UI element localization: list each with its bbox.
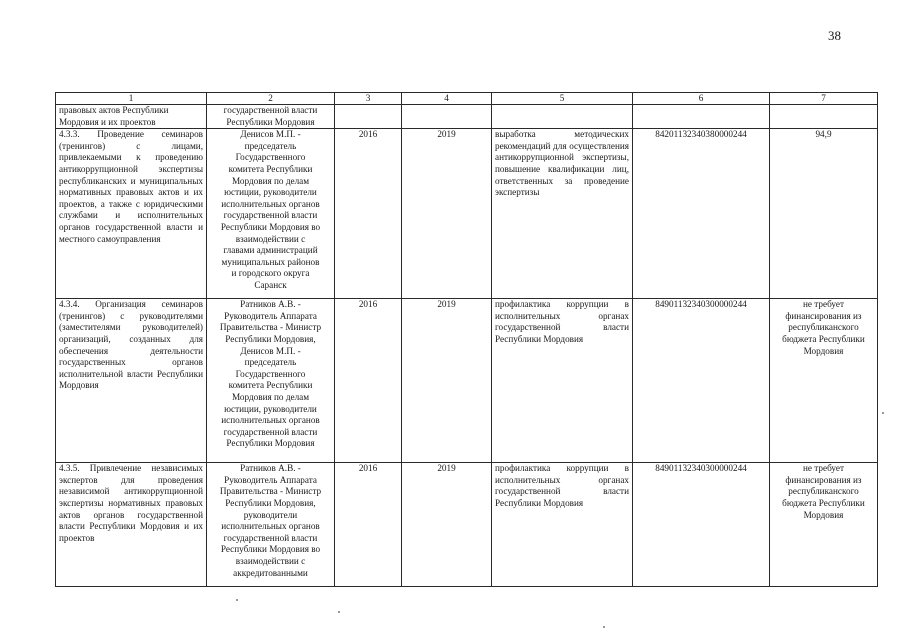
budget-code: 84901132340300000244 [633, 463, 770, 587]
end-year: 2019 [402, 463, 492, 587]
column-header-3: 3 [335, 93, 402, 105]
table-row [56, 105, 878, 129]
measure-name: 4.3.4. Организация семинаров (тренингов) с руководителями (заместителями руководителей) организаций, созданных для обеспечения деятельности государственных органов исполнительной власти Республики Мордовия [56, 299, 207, 463]
expected-result [492, 105, 633, 129]
scan-speck [338, 611, 340, 613]
start-year: 2016 [335, 299, 402, 463]
responsible: государственной власти Республики Мордовия [207, 105, 335, 129]
scan-speck [236, 599, 238, 601]
budget-code [633, 105, 770, 129]
funding: не требует финансирования из республиканского бюджета Республики Мордовия [770, 463, 878, 587]
column-header-1: 1 [56, 93, 207, 105]
expected-result: выработка методических рекомендаций для осуществления антикоррупционной экспертизы, повышение квалификации лиц, ответственных за проведение экспертизы [492, 129, 633, 299]
responsible: Ратников А.В. - Руководитель Аппарата Правительства - Министр Республики Мордовия, Денисов М.П. - председатель Государственного комитета Республики Мордовия по делам юстиции, руководители исполнительных органов государственной власти Республики Мордовия [207, 299, 335, 463]
budget-code: 84201132340380000244 [633, 129, 770, 299]
measures-table [55, 92, 878, 587]
scan-speck [603, 626, 605, 628]
start-year: 2016 [335, 129, 402, 299]
expected-result: профилактика коррупции в исполнительных органах государственной власти Республики Мордовия [492, 463, 633, 587]
header-row [56, 93, 878, 105]
column-header-2: 2 [207, 93, 335, 105]
responsible: Ратников А.В. - Руководитель Аппарата Правительства - Министр Республики Мордовия, руководители исполнительных органов государственной власти Республики Мордовия во взаимодействии с аккредитованными [207, 463, 335, 587]
end-year [402, 105, 492, 129]
column-header-7: 7 [770, 93, 878, 105]
funding: 94,9 [770, 129, 878, 299]
responsible: Денисов М.П. - председатель Государственного комитета Республики Мордовия по делам юстиции, руководители исполнительных органов государственной власти Республики Мордовия во взаимодействии с главами администраций муниципальных районов и городского округа Саранск [207, 129, 335, 299]
start-year [335, 105, 402, 129]
column-header-4: 4 [402, 93, 492, 105]
measure-name: 4.3.3. Проведение семинаров (тренингов) с лицами, привлекаемыми к проведению антикоррупционной экспертизы республиканских и муниципальных нормативных правовых актов и их проектов, а также с юридическими службами и исполнительных органов государственной власти и местного самоуправления [56, 129, 207, 299]
measure-name: правовых актов Республики Мордовия и их проектов [56, 105, 207, 129]
column-header-6: 6 [633, 93, 770, 105]
table-row [56, 129, 878, 299]
column-header-5: 5 [492, 93, 633, 105]
start-year: 2016 [335, 463, 402, 587]
measure-name: 4.3.5. Привлечение независимых экспертов для проведения независимой антикоррупционной экспертизы нормативных правовых актов органов государственной власти Республики Мордовия и их проектов [56, 463, 207, 587]
expected-result: профилактика коррупции в исполнительных органах государственной власти Республики Мордовия [492, 299, 633, 463]
end-year: 2019 [402, 299, 492, 463]
table-row [56, 463, 878, 587]
budget-code: 84901132340300000244 [633, 299, 770, 463]
funding: не требует финансирования из республиканского бюджета Республики Мордовия [770, 299, 878, 463]
end-year: 2019 [402, 129, 492, 299]
scan-speck [882, 412, 884, 414]
page-number: 38 [828, 28, 841, 43]
table-row [56, 299, 878, 463]
funding [770, 105, 878, 129]
